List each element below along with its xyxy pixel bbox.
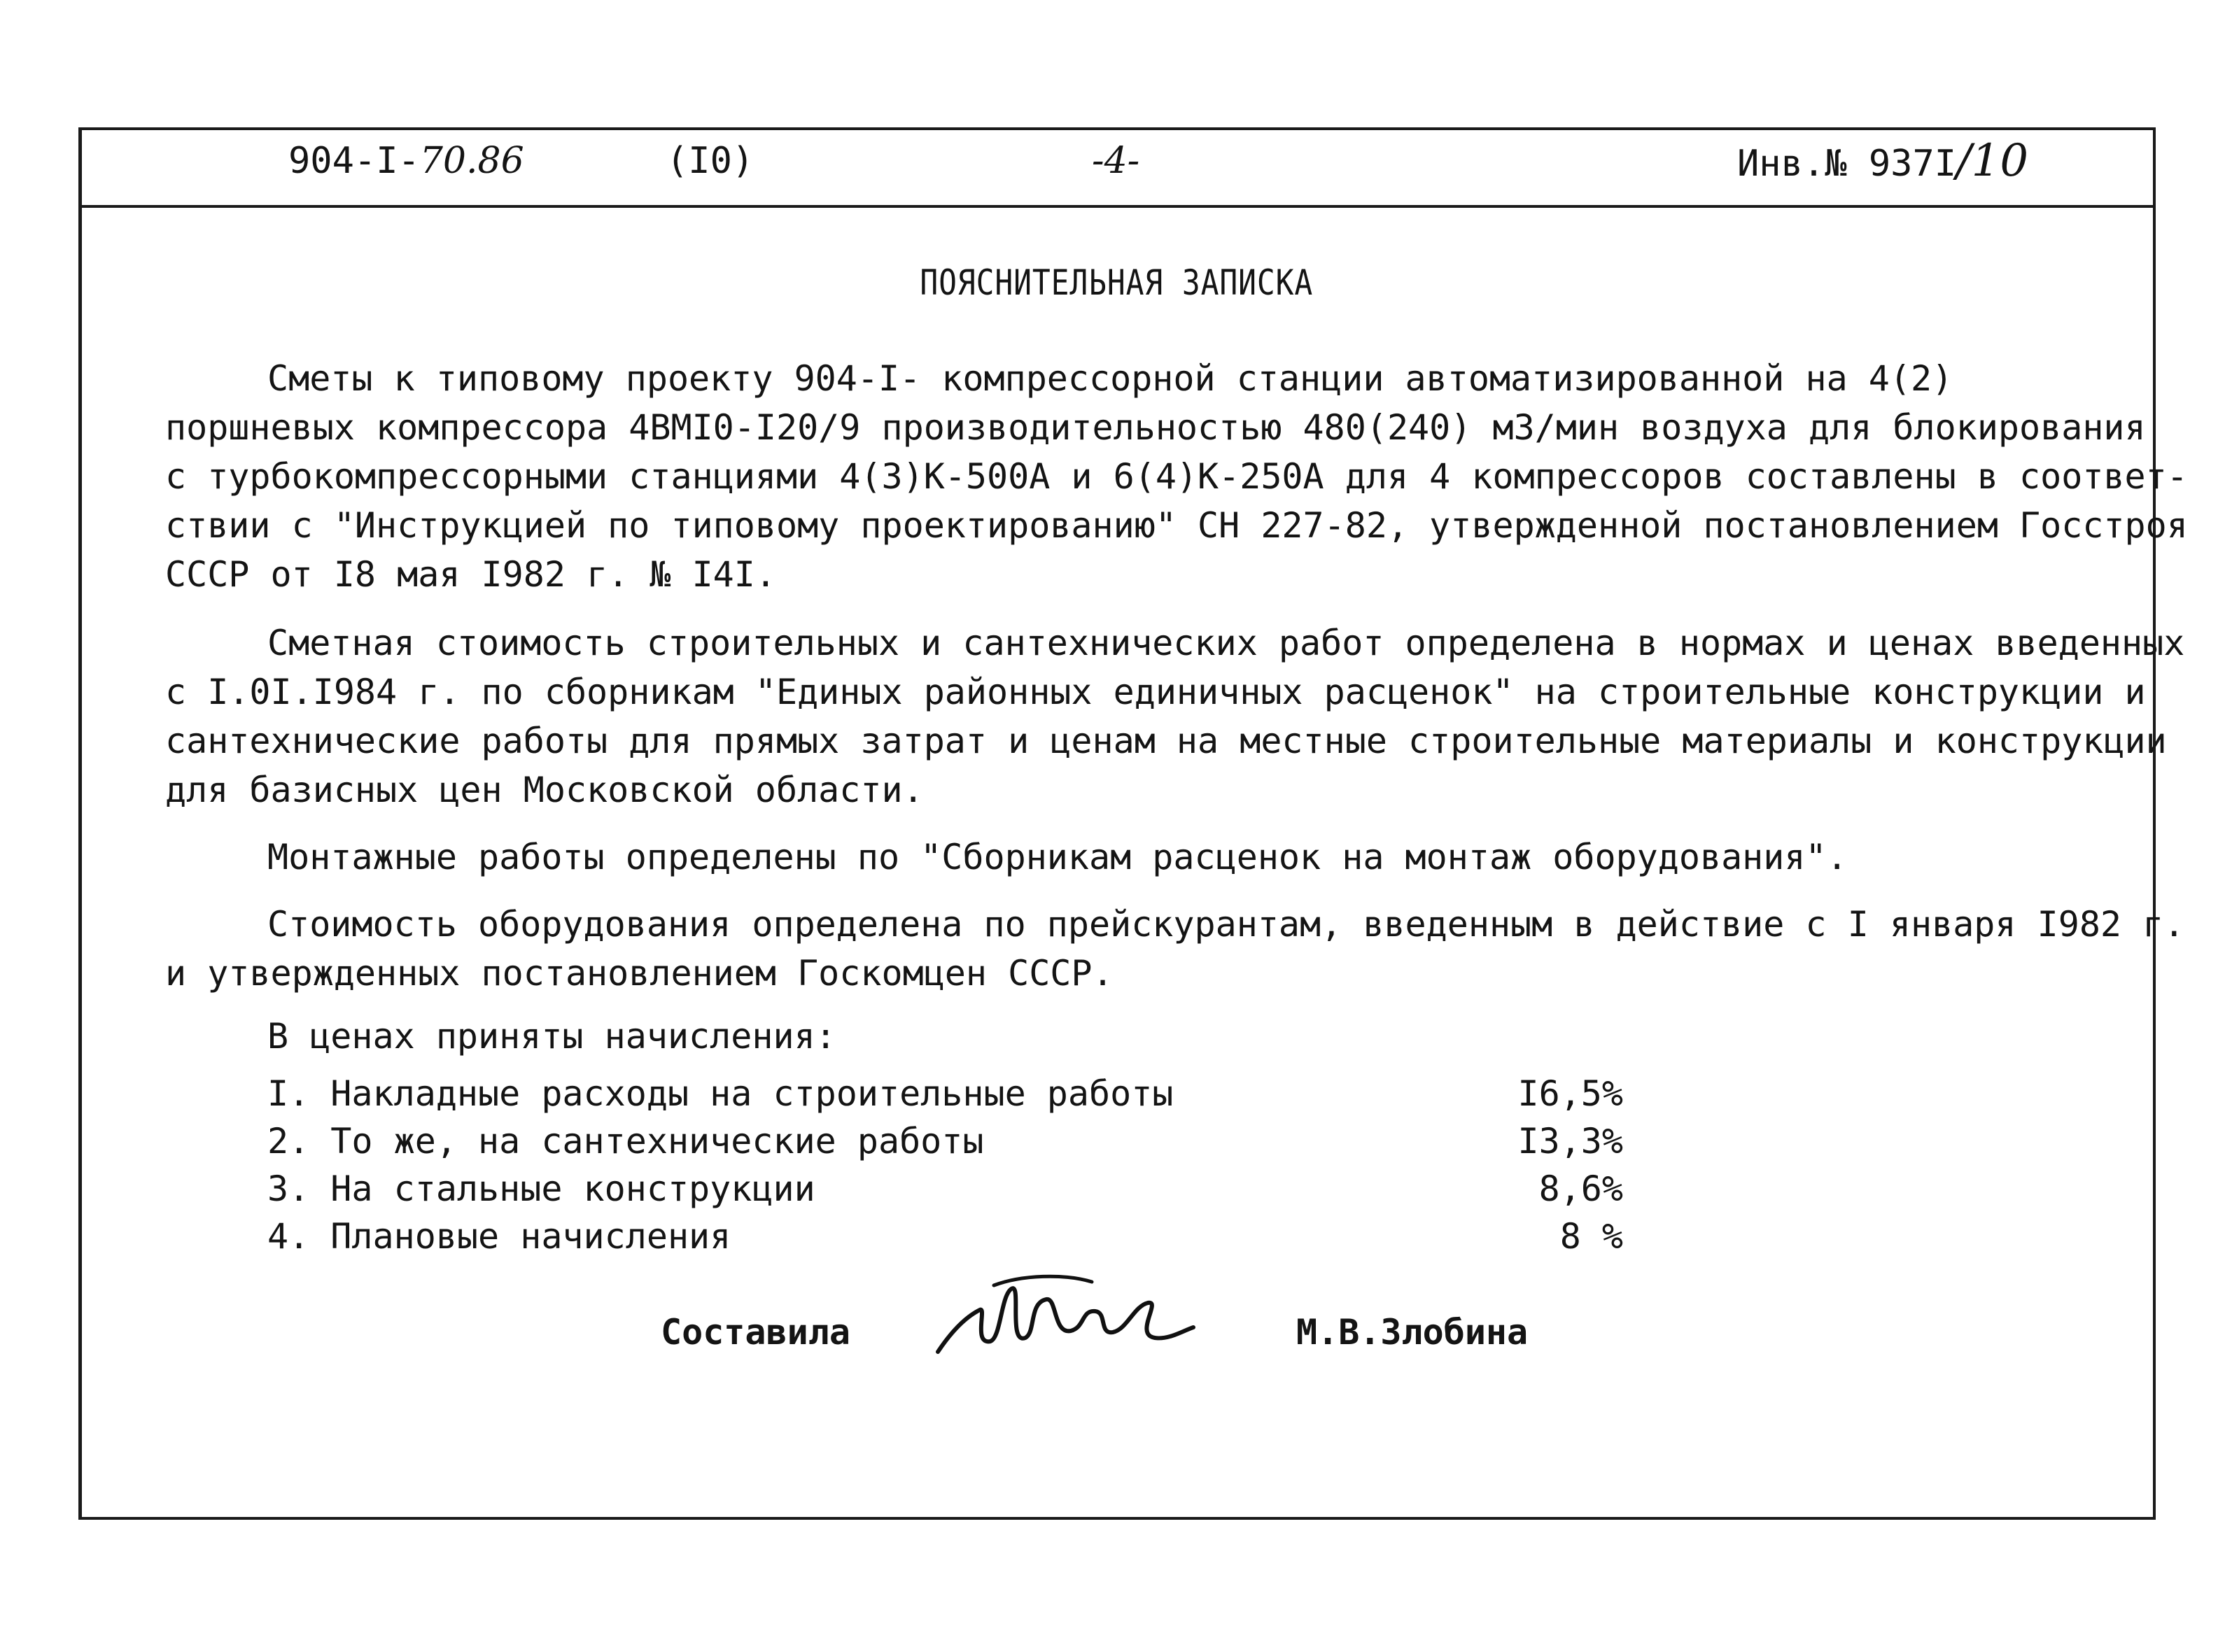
charge-item-value: 8,6% (1538, 1169, 1623, 1209)
paragraph-2 (165, 619, 2185, 814)
document-code-handwritten: 70.86 (419, 140, 524, 182)
paragraph-line: Монтажные работы определены по "Сборникам расценок на монтаж оборудования". (267, 837, 1848, 877)
paragraph-line: Сметная стоимость строительных и сантехнических работ определена в нормах и ценах введенных (267, 623, 2185, 663)
inventory-number-printed: Инв.№ 937I (1737, 143, 1957, 185)
charge-item-value: I3,3% (1517, 1121, 1623, 1162)
page-number: -4- (1092, 140, 1140, 182)
paragraph-line: с турбокомпрессорными станциями 4(3)К-500А и 6(4)К-250А для 4 компрессоров составлены в соответ- (165, 456, 2188, 497)
paragraph-3 (165, 833, 2069, 882)
charge-item-label: I. Накладные расходы на строительные работы (267, 1073, 1174, 1114)
charges-intro: В ценах приняты начисления: (267, 1016, 836, 1057)
page-title: ПОЯСНИТЕЛЬНАЯ ЗАПИСКА (920, 262, 1314, 303)
paragraph-line: ствии с "Инструкцией по типовому проектированию" СН 227-82, утвержденной постановлением Госстроя (165, 505, 2188, 546)
charge-item-label: 3. На стальные конструкции (267, 1169, 815, 1209)
paragraph-1 (165, 354, 2188, 599)
paragraph-line: СССР от I8 мая I982 г. № I4I. (165, 554, 776, 595)
charge-item-label: 4. Плановые начисления (267, 1216, 731, 1257)
paragraph-line: и утвержденных постановлением Госкомцен СССР. (165, 953, 1114, 994)
paragraph-line: с I.0I.I984 г. по сборникам "Единых районных единичных расценок" на строительные конструкции и (165, 672, 2146, 712)
paragraph-line: сантехнические работы для прямых затрат и ценам на местные строительные материалы и конструкции (165, 721, 2167, 761)
charge-item-label: 2. То же, на сантехнические работы (267, 1121, 984, 1162)
charge-item-value: 8 % (1559, 1216, 1623, 1257)
paragraph-line: Сметы к типовому проекту 904-I- компрессорной станции автоматизированной на 4(2) (267, 358, 1953, 399)
charge-item-value: I6,5% (1517, 1073, 1623, 1114)
header-divider (78, 205, 2156, 208)
album-number: (I0) (666, 140, 754, 182)
paragraph-line: для базисных цен Московской области. (165, 770, 924, 810)
inventory-number-handwritten: /10 (1956, 135, 2029, 187)
document-code (288, 139, 524, 183)
inventory-number (1737, 135, 2029, 187)
signatory-name: М.В.Злобина (1296, 1312, 1529, 1353)
signature-label: Составила (661, 1312, 850, 1353)
handwritten-signature (924, 1268, 1204, 1373)
paragraph-line: Стоимость оборудования определена по прейскурантам, введенным в действие с I января I982 г. (267, 904, 2185, 945)
paragraph-line: поршневых компрессора 4ВМI0-I20/9 производительностью 480(240) м3/мин воздуха для блокирования (165, 407, 2146, 448)
paragraph-4 (165, 900, 2185, 998)
document-code-printed: 904-I- (288, 140, 420, 182)
